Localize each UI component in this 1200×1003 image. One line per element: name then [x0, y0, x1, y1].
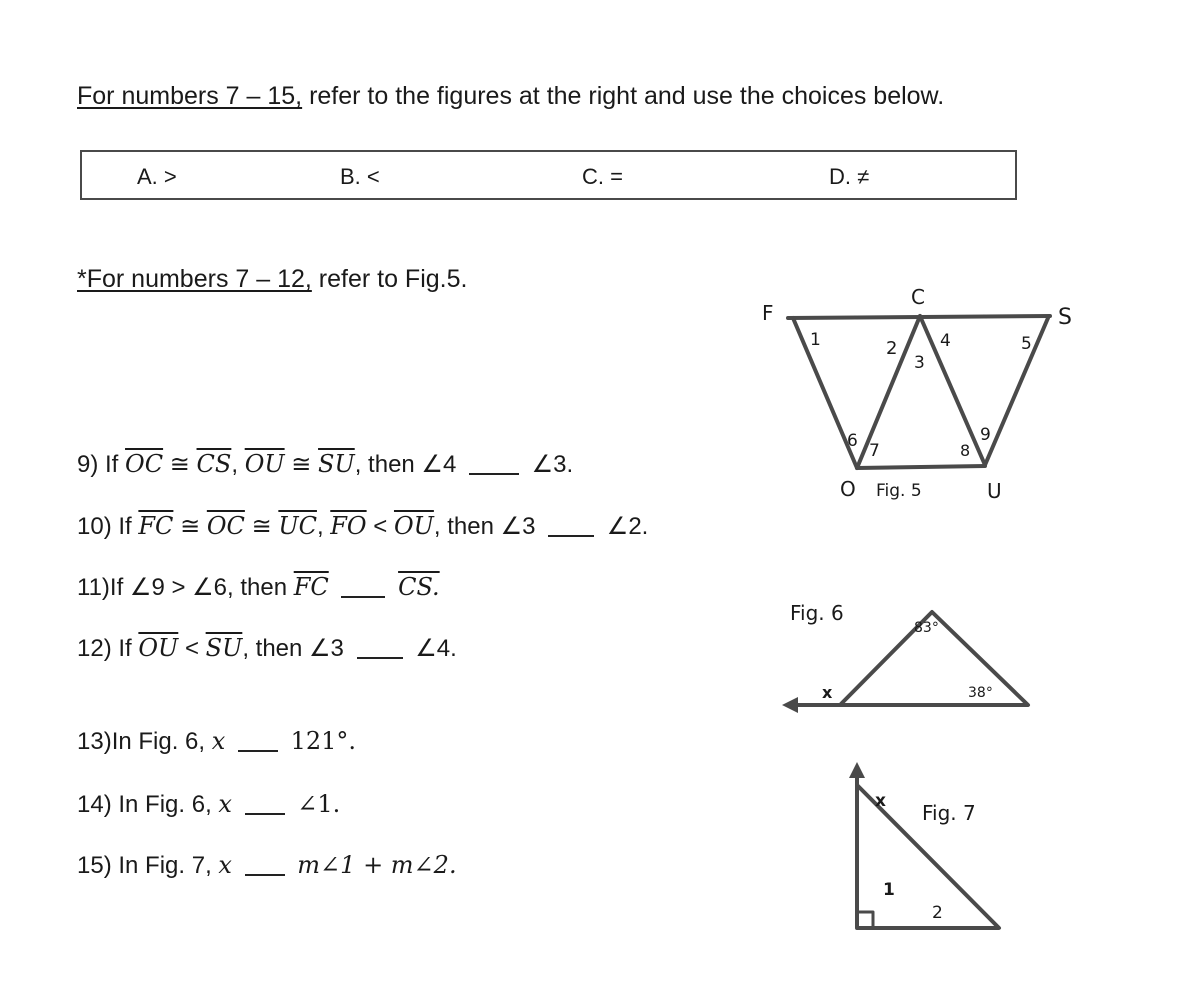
choice-b: B. <: [340, 164, 380, 189]
fig7-caption: Fig. 7: [922, 801, 976, 825]
fig5-angle-8: 8: [960, 441, 971, 460]
q12-seg-ou: $\overline{OU}$: [138, 634, 179, 662]
q9-seg-oc: $\overline{OC}$: [125, 450, 164, 478]
fig5-angle-6: 6: [847, 431, 858, 451]
q11-condition: ∠9 > ∠6, then: [129, 574, 288, 601]
q13-variable: x: [211, 727, 226, 755]
fig5-diagram: [788, 316, 1050, 468]
sub-instructions-range: *For numbers 7 – 12,: [77, 265, 312, 293]
q12-seg-su: $\overline{SU}$: [205, 634, 243, 662]
q9-if: If: [105, 451, 119, 478]
q10-congruent-2: ≅: [251, 513, 272, 540]
fig6-arrow-icon: [782, 697, 798, 713]
fig5-angle-1: 1: [810, 330, 821, 350]
q14-end: ∠1.: [297, 790, 341, 818]
sub-instructions-text: refer to Fig.5.: [311, 265, 468, 293]
q11-seg-fc: $\overline{FC}$: [293, 573, 329, 601]
main-instructions-text: refer to the figures at the right and use the choices below.: [302, 82, 945, 110]
q13-end: 121°.: [290, 727, 357, 755]
q9-comma: ,: [231, 451, 239, 478]
q10-number: 10): [77, 513, 112, 540]
choice-c: C. =: [582, 164, 623, 189]
q9-congruent-1: ≅: [169, 451, 190, 478]
fig7-angle-2: 2: [932, 903, 943, 923]
q9-congruent-2: ≅: [291, 451, 312, 478]
q12-then: , then ∠3: [242, 635, 344, 662]
q15-end: m∠1 + m∠2.: [297, 851, 457, 879]
fig6-angle-right: 38°: [968, 685, 993, 701]
fig5-label-c: C: [911, 285, 925, 309]
fig5-angle-3: 3: [914, 353, 925, 373]
q9-seg-cs: $\overline{CS}$: [196, 450, 232, 478]
fig5-angle-7: 7: [869, 441, 880, 461]
q10-if: If: [118, 513, 132, 540]
choice-d: D. ≠: [829, 164, 870, 189]
q9-seg-su: $\overline{SU}$: [318, 450, 355, 478]
fig5-segment-cu: [920, 316, 985, 465]
choice-a: A. >: [137, 164, 177, 189]
q9-seg-ou: $\overline{OU}$: [244, 450, 285, 478]
q12-if: If: [118, 635, 132, 662]
q10-less-than: <: [373, 513, 388, 540]
q9-end: ∠3.: [531, 451, 574, 478]
fig7-arrow-icon: [849, 762, 865, 778]
fig5-segment-ou: [857, 466, 985, 468]
q12-less-than: <: [184, 635, 199, 662]
q10-seg-fc: $\overline{FC}$: [138, 512, 174, 540]
q10-seg-oc: $\overline{OC}$: [206, 512, 245, 540]
fig5-caption: Fig. 5: [876, 481, 922, 501]
q11-number: 11)If: [77, 574, 124, 601]
fig7-variable-x: x: [875, 791, 886, 811]
q10-end: ∠2.: [606, 513, 649, 540]
q15-variable: x: [218, 851, 232, 879]
fig7-angle-1: 1: [883, 880, 895, 900]
q11-seg-cs: CS.: [398, 573, 440, 601]
q10-seg-uc: $\overline{UC}$: [278, 512, 317, 540]
q9-then: , then ∠4: [354, 451, 457, 478]
q15-text: 15) In Fig. 7,: [77, 852, 212, 879]
fig5-label-o: O: [840, 477, 856, 501]
q12-number: 12): [77, 635, 112, 662]
fig7-right-angle-mark: [857, 912, 873, 928]
q13-text: 13)In Fig. 6,: [77, 728, 206, 755]
fig6-variable-x: x: [822, 683, 833, 702]
fig5-segment-us: [985, 318, 1048, 465]
fig5-label-u: U: [987, 479, 1002, 503]
fig5-label-s: S: [1058, 305, 1072, 330]
fig5-angle-5: 5: [1021, 334, 1032, 354]
fig5-label-f: F: [762, 301, 774, 325]
fig5-angle-4: 4: [940, 331, 951, 351]
q14-text: 14) In Fig. 6,: [77, 791, 212, 818]
q12-end: ∠4.: [415, 635, 457, 662]
main-instructions-range: For numbers 7 – 15,: [77, 82, 303, 110]
fig5-angle-9: 9: [980, 425, 991, 445]
fig6-angle-top: 83°: [914, 620, 939, 636]
q14-variable: x: [218, 790, 232, 818]
q9-number: 9): [77, 451, 99, 478]
fig5-angle-2: 2: [886, 338, 898, 359]
q10-seg-fo: $\overline{FO}$: [330, 512, 367, 540]
q10-congruent-1: ≅: [180, 513, 201, 540]
q10-seg-ou: $\overline{OU}$: [393, 512, 434, 540]
fig6-caption: Fig. 6: [790, 601, 844, 625]
q10-then: , then ∠3: [433, 513, 536, 540]
q10-comma: ,: [316, 513, 324, 540]
